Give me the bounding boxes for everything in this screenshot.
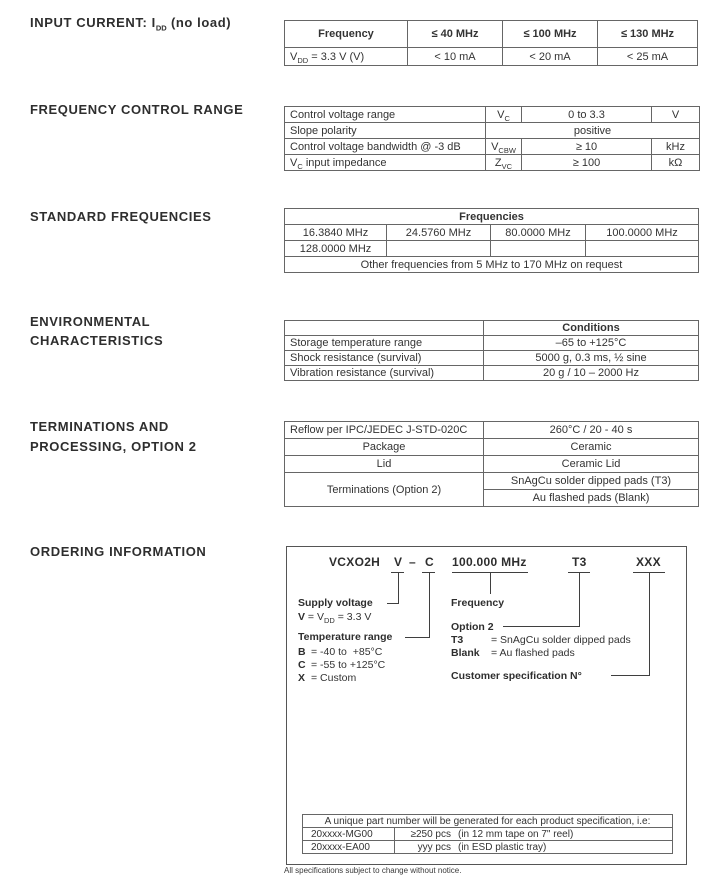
section-heading-input-current [30, 15, 232, 33]
table-cell: < 20 mA [503, 48, 598, 66]
table-row [285, 257, 699, 273]
terminations-table [284, 421, 699, 507]
part-number-example-table [302, 814, 673, 854]
table-header-row [285, 209, 699, 225]
symbol-text: Z [494, 156, 502, 169]
table-header-cell: Conditions [484, 321, 699, 336]
table-row [285, 366, 699, 381]
table-cell: kHz [652, 139, 700, 155]
legend-temperature-title: Temperature range [298, 631, 393, 643]
part-number-model: VCXO2H [329, 555, 381, 569]
table-header-cell: A unique part number will be generated for each product specification, i.e: [303, 815, 673, 828]
section-heading-ordering: ORDERING INFORMATION [30, 544, 207, 559]
legend-supply-voltage-title: Supply voltage [298, 597, 373, 609]
table-cell [486, 139, 522, 155]
table-cell: Terminations (Option 2) [285, 473, 484, 507]
legend-temp-item-b [298, 646, 382, 658]
cell-text: input impedance [302, 156, 387, 169]
part-number-temp: C [425, 555, 434, 569]
table-cell [285, 107, 486, 123]
legend-text: = 3.3 V [334, 611, 372, 623]
table-header-cell: ≤ 40 MHz [408, 21, 503, 48]
table-header-cell [285, 321, 484, 336]
part-number-frequency: 100.000 MHz [452, 555, 527, 569]
table-cell: Other frequencies from 5 MHz to 170 MHz on request [285, 257, 699, 273]
table-row [285, 351, 699, 366]
symbol-subscript: CBW [498, 145, 516, 155]
table-cell: Package [285, 439, 484, 456]
section-heading-terminations-1: TERMINATIONS AND [30, 419, 169, 434]
table-cell: 80.0000 MHz [491, 225, 586, 241]
table-cell: Ceramic [484, 439, 699, 456]
table-cell: kΩ [652, 155, 700, 171]
connector-option-horizontal [503, 626, 580, 627]
environmental-table [284, 320, 699, 381]
table-row [285, 336, 699, 351]
connector-temp-vertical [429, 572, 430, 638]
input-current-table [284, 20, 698, 66]
table-row [285, 225, 699, 241]
legend-key: V [298, 611, 306, 623]
section-heading-standard-frequencies: STANDARD FREQUENCIES [30, 209, 212, 224]
legend-text: = -40 to +85°C [311, 646, 383, 658]
table-cell: 20 g / 10 – 2000 Hz [484, 366, 699, 381]
table-cell: Au flashed pads (Blank) [484, 490, 699, 507]
heading-text: (no load) [166, 15, 232, 30]
table-row [285, 422, 699, 439]
legend-key: X [298, 672, 306, 684]
table-row [285, 473, 699, 490]
legend-key: B [298, 646, 306, 658]
table-row [285, 155, 700, 171]
section-heading-environmental-1: ENVIRONMENTAL [30, 314, 151, 329]
quantity-text: yyy pcs [417, 841, 451, 853]
section-heading-environmental-2: CHARACTERISTICS [30, 333, 164, 348]
table-row [303, 841, 673, 854]
legend-option2-item-t3 [451, 634, 631, 646]
legend-subscript: DD [324, 616, 335, 626]
cell-subscript: DD [297, 55, 309, 65]
cell-text: Control voltage bandwidth @ -3 dB [290, 140, 461, 153]
table-cell: 20xxxx-EA00 [303, 841, 395, 854]
table-row [285, 123, 700, 139]
footnote: All specifications subject to change without notice. [284, 866, 462, 875]
table-cell: Shock resistance (survival) [285, 351, 484, 366]
connector-supply-horizontal [387, 603, 399, 604]
table-cell [395, 841, 673, 854]
table-cell [486, 107, 522, 123]
table-cell: 20xxxx-MG00 [303, 828, 395, 841]
table-cell [285, 48, 408, 66]
section-heading-frequency-control: FREQUENCY CONTROL RANGE [30, 102, 244, 117]
table-cell [387, 241, 491, 257]
table-cell [395, 828, 673, 841]
table-cell: 0 to 3.3 [522, 107, 652, 123]
table-cell: < 25 mA [598, 48, 698, 66]
symbol-subscript: C [504, 113, 510, 123]
legend-option2-title: Option 2 [451, 621, 494, 633]
table-cell: –65 to +125°C [484, 336, 699, 351]
table-cell: Lid [285, 456, 484, 473]
part-number-dash: – [409, 555, 416, 569]
symbol-text: V [491, 140, 499, 153]
table-cell: ≥ 100 [522, 155, 652, 171]
cell-text: = 3.3 V (V) [308, 50, 365, 63]
legend-text: = V [305, 611, 324, 623]
legend-supply-voltage-def [298, 611, 372, 626]
table-header-cell: ≤ 130 MHz [598, 21, 698, 48]
table-cell: ≥ 10 [522, 139, 652, 155]
legend-key: T3 [451, 634, 464, 646]
frequency-control-table [284, 106, 700, 171]
table-cell: Ceramic Lid [484, 456, 699, 473]
table-cell: SnAgCu solder dipped pads (T3) [484, 473, 699, 490]
connector-temp-horizontal [405, 637, 430, 638]
table-cell: 5000 g, 0.3 ms, ½ sine [484, 351, 699, 366]
legend-customer-title: Customer specification N° [451, 670, 582, 682]
table-header-row [285, 21, 698, 48]
table-row [285, 48, 698, 66]
heading-subscript: DD [155, 23, 167, 33]
packaging-text: (in ESD plastic tray) [458, 841, 547, 853]
cell-text: Control voltage range [290, 108, 396, 121]
table-cell: 16.3840 MHz [285, 225, 387, 241]
table-cell: Vibration resistance (survival) [285, 366, 484, 381]
legend-text: = Custom [311, 672, 357, 684]
table-header-row [303, 815, 673, 828]
symbol-text: V [497, 108, 505, 121]
table-cell [285, 139, 486, 155]
symbol-subscript: VC [501, 161, 513, 171]
section-heading-terminations-2: PROCESSING, OPTION 2 [30, 439, 197, 454]
cell-subscript: C [297, 161, 303, 171]
table-cell: Reflow per IPC/JEDEC J-STD-020C [285, 422, 484, 439]
cell-text: V [290, 156, 298, 169]
quantity-text: ≥250 pcs [410, 828, 451, 840]
packaging-text: (in 12 mm tape on 7" reel) [458, 828, 574, 840]
cell-text: V [290, 50, 298, 63]
part-number-voltage: V [394, 555, 403, 569]
table-cell: < 10 mA [408, 48, 503, 66]
ordering-information-box [286, 546, 687, 865]
legend-temp-item-c [298, 659, 385, 671]
table-cell: Storage temperature range [285, 336, 484, 351]
table-row [285, 439, 699, 456]
table-header-cell: Frequencies [285, 209, 699, 225]
table-cell: 128.0000 MHz [285, 241, 387, 257]
legend-text: = SnAgCu solder dipped pads [491, 634, 631, 646]
legend-frequency-title: Frequency [451, 597, 505, 609]
connector-option-vertical [579, 572, 580, 627]
table-cell [285, 123, 486, 139]
part-number-option: T3 [572, 555, 587, 569]
legend-option2-item-blank [451, 647, 575, 659]
connector-customer-horizontal [611, 675, 650, 676]
table-cell: positive [486, 123, 700, 139]
legend-key: C [298, 659, 306, 671]
table-cell: 260°C / 20 - 40 s [484, 422, 699, 439]
connector-voltage-vertical [398, 572, 399, 604]
heading-text: INPUT CURRENT: I [30, 15, 156, 30]
table-row [285, 107, 700, 123]
table-cell: V [652, 107, 700, 123]
table-row [285, 456, 699, 473]
table-row [285, 139, 700, 155]
table-row [303, 828, 673, 841]
connector-custom-vertical [649, 572, 650, 676]
table-header-cell: Frequency [285, 21, 408, 48]
legend-temp-item-x [298, 672, 356, 684]
table-header-row [285, 321, 699, 336]
standard-frequencies-table [284, 208, 699, 273]
legend-text: = Au flashed pads [491, 647, 575, 659]
table-header-cell: ≤ 100 MHz [503, 21, 598, 48]
part-number-custom: XXX [636, 555, 661, 569]
table-cell [285, 155, 486, 171]
table-row [285, 241, 699, 257]
table-cell [491, 241, 586, 257]
table-cell [486, 155, 522, 171]
connector-frequency-vertical [490, 572, 491, 594]
table-cell [586, 241, 699, 257]
legend-key: Blank [451, 647, 480, 659]
table-cell: 24.5760 MHz [387, 225, 491, 241]
legend-text: = -55 to +125°C [311, 659, 386, 671]
cell-text: Slope polarity [290, 124, 357, 137]
table-cell: 100.0000 MHz [586, 225, 699, 241]
